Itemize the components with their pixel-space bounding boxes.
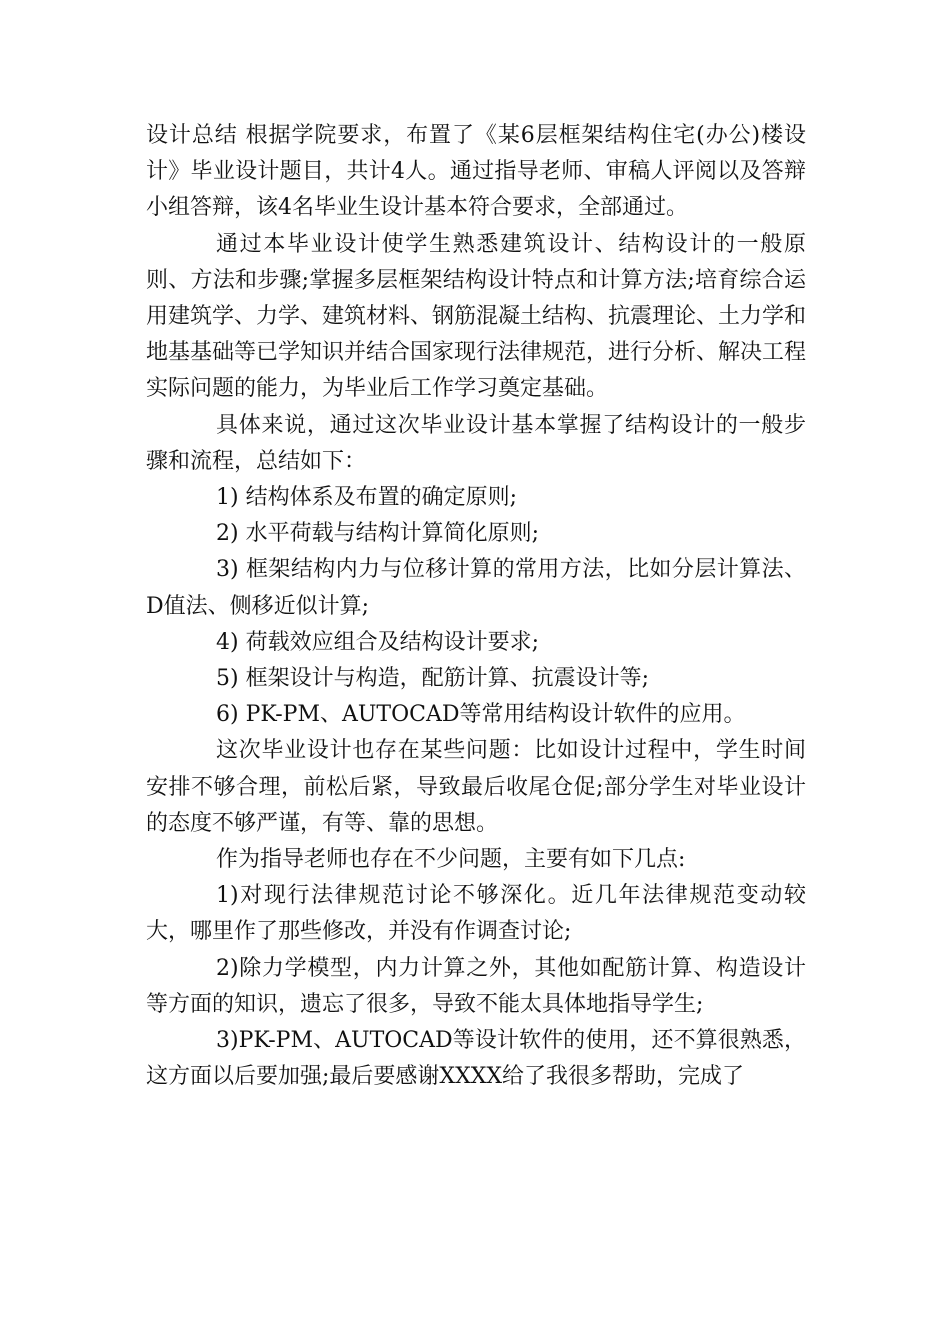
paragraph-summary: 设计总结 根据学院要求，布置了《某6层框架结构住宅(办公)楼设计》毕业设计题目，共计4人。通过指导老师、审稿人评阅以及答辩小组答辩，该4名毕业生设计基本符合要求，全部通过。 [146,123,806,221]
document-body [146,118,806,1095]
list-item: 3) 框架结构内力与位移计算的常用方法，比如分层计算法、D值法、侧移近似计算; [146,557,806,619]
list-item: 6) PK-PM、AUTOCAD等常用结构设计软件的应用。 [216,702,746,728]
list-item: 2)除力学模型，内力计算之外，其他如配筋计算、构造设计等方面的知识，遗忘了很多，导致不能太具体地指导学生; [146,955,806,1017]
paragraph-advisor-problems-intro: 作为指导老师也存在不少问题，主要有如下几点: [216,847,686,873]
list-item: 2) 水平荷载与结构计算简化原则; [216,521,539,547]
list-item: 1) 结构体系及布置的确定原则; [216,485,517,511]
paragraph-specifics-intro: 具体来说，通过这次毕业设计基本掌握了结构设计的一般步骤和流程，总结如下： [146,412,806,474]
list-item: 4) 荷载效应组合及结构设计要求; [216,629,539,655]
list-item: 1)对现行法律规范讨论不够深化。近几年法律规范变动较大，哪里作了那些修改，并没有作调查讨论; [146,883,806,945]
paragraph-problems: 这次毕业设计也存在某些问题：比如设计过程中，学生时间安排不够合理，前松后紧，导致最后收尾仓促;部分学生对毕业设计的态度不够严谨，有等、靠的思想。 [146,738,806,836]
list-item: 3)PK-PM、AUTOCAD等设计软件的使用，还不算很熟悉，这方面以后要加强;最后要感谢XXXX给了我很多帮助，完成了 [146,1028,806,1090]
list-item: 5) 框架设计与构造，配筋计算、抗震设计等; [216,666,649,692]
paragraph-purpose: 通过本毕业设计使学生熟悉建筑设计、结构设计的一般原则、方法和步骤;掌握多层框架结构设计特点和计算方法;培育综合运用建筑学、力学、建筑材料、钢筋混凝土结构、抗震理论、土力学和地基基础等已学知识并结合国家现行法律规范，进行分析、解决工程实际问题的能力，为毕业后工作学习奠定基础。 [146,231,807,402]
